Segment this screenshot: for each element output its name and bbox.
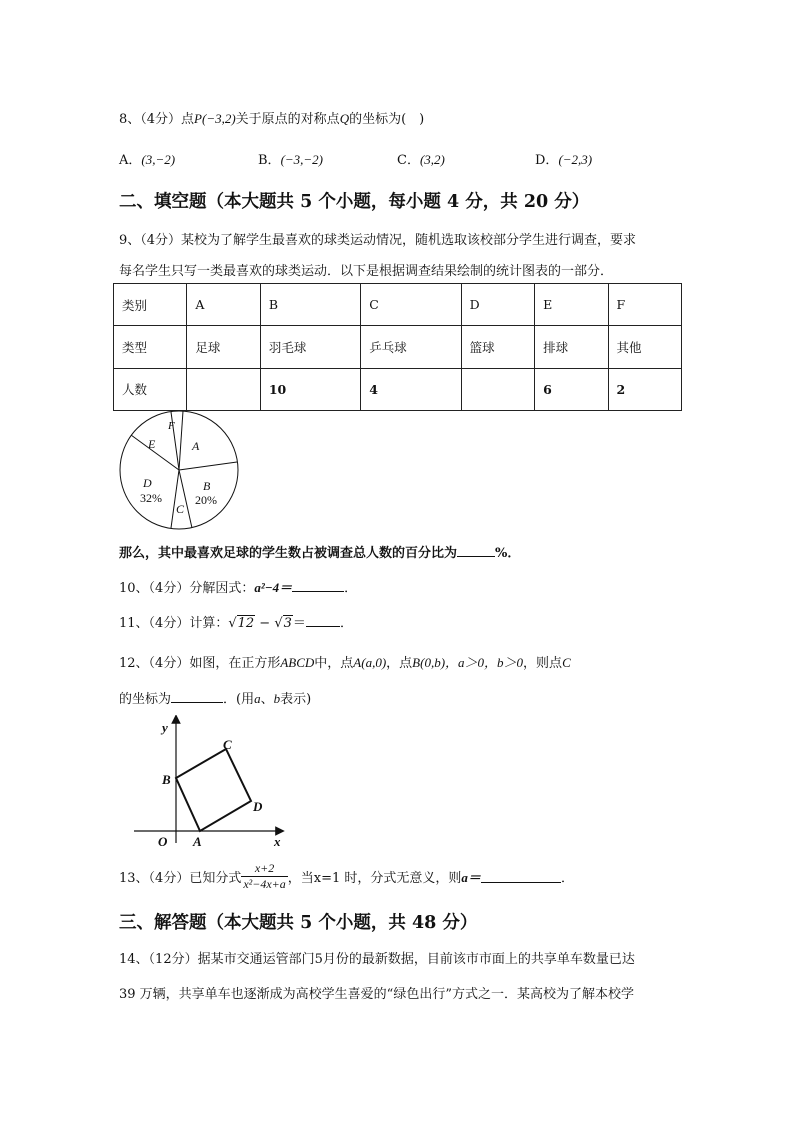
pie-label-a: A bbox=[192, 439, 200, 453]
answer-blank[interactable] bbox=[457, 544, 495, 557]
q13-end: ． bbox=[560, 871, 574, 886]
q8-option-c[interactable] bbox=[397, 149, 445, 168]
table-cell: E bbox=[535, 284, 608, 326]
label-d: D bbox=[253, 799, 263, 814]
table-cell: 类别 bbox=[114, 284, 187, 326]
q8-option-a[interactable] bbox=[119, 149, 175, 168]
table-cell: B bbox=[260, 284, 360, 326]
q8-point-q: Q bbox=[339, 111, 350, 126]
table-cell: 10 bbox=[260, 368, 360, 410]
q8-point-p: P(−3,2) bbox=[194, 111, 236, 126]
option-label: C． bbox=[397, 153, 420, 168]
q10-text: 10、（4分）分解因式： bbox=[119, 581, 255, 596]
q12-text: ，则点 bbox=[523, 656, 563, 671]
answer-blank[interactable] bbox=[171, 690, 223, 703]
pie-pct-d: 32% bbox=[140, 491, 162, 505]
q12-text: ．(用 bbox=[223, 692, 255, 707]
label-c: C bbox=[223, 737, 232, 752]
q11-radicand-2: 3 bbox=[283, 616, 292, 631]
table-cell bbox=[461, 368, 534, 410]
q12-text: 12、（4分）如图，在正方形 bbox=[119, 656, 281, 671]
option-value: (−2,3) bbox=[558, 152, 593, 167]
q13-denominator: x²−4x+a bbox=[243, 877, 286, 891]
table-cell: 羽毛球 bbox=[260, 326, 360, 368]
q8-mid: 关于原点的对称点 bbox=[235, 112, 340, 127]
table-cell: 6 bbox=[535, 368, 608, 410]
q12-point-a: A(a,0) bbox=[353, 655, 387, 670]
q11-text: 11、（4分）计算： bbox=[119, 616, 229, 631]
table-cell: D bbox=[461, 284, 534, 326]
q12-conditions: ，a＞0，b＞0 bbox=[445, 655, 524, 670]
q9-question-text: 那么，其中最喜欢足球的学生数占被调查总人数的百分比为 bbox=[119, 546, 458, 561]
q14-line-2: 39 万辆，共享单车也逐渐成为高校学生喜爱的“绿色出行”方式之一．某高校为了解本校学 bbox=[119, 987, 634, 1002]
square-figure bbox=[130, 715, 300, 855]
square-abcd bbox=[176, 749, 251, 831]
table-cell: 2 bbox=[608, 368, 682, 410]
table-cell: 足球 bbox=[187, 326, 260, 368]
table-cell: 人数 bbox=[114, 368, 187, 410]
q8-option-d[interactable] bbox=[535, 149, 592, 168]
option-label: B． bbox=[258, 153, 281, 168]
option-value: (−3,−2) bbox=[280, 152, 324, 167]
q14-line-1: 14、（12分）据某市交通运管部门5月份的最新数据，目前该市市面上的共享单车数量已达 bbox=[119, 952, 635, 967]
label-x: x bbox=[274, 834, 281, 849]
answer-blank[interactable] bbox=[292, 579, 344, 592]
q12-text: 的坐标为 bbox=[119, 692, 172, 707]
pie-label-b: B bbox=[203, 479, 211, 493]
pie-divider bbox=[171, 470, 179, 528]
table-cell bbox=[187, 368, 260, 410]
table-cell: F bbox=[608, 284, 682, 326]
stats-table bbox=[113, 283, 682, 411]
q12-var-a: a bbox=[254, 691, 261, 706]
table-cell: 排球 bbox=[535, 326, 608, 368]
label-o: O bbox=[158, 834, 168, 849]
q12-line-1 bbox=[119, 652, 571, 671]
sqrt-sign: √ bbox=[228, 616, 237, 631]
q12-square-name: ABCD bbox=[280, 655, 315, 670]
sqrt-sign: √ bbox=[274, 616, 283, 631]
pie-divider bbox=[179, 411, 183, 470]
pie-label-f: F bbox=[168, 420, 175, 432]
q11: 11、（4分）计算：√12 − √3＝ ． bbox=[119, 616, 353, 631]
pie-pct-b: 20% bbox=[195, 493, 217, 507]
q12-text: 、 bbox=[260, 692, 274, 707]
pie-divider bbox=[179, 462, 237, 470]
pie-label-e: E bbox=[148, 437, 156, 451]
table-cell: 其他 bbox=[608, 326, 682, 368]
table-row bbox=[114, 368, 682, 410]
pie-label-d: D bbox=[143, 476, 152, 490]
label-y: y bbox=[162, 720, 168, 735]
q13-fraction bbox=[241, 861, 287, 892]
table-cell: 乒乓球 bbox=[361, 326, 461, 368]
answer-blank[interactable] bbox=[306, 614, 340, 627]
q8-number: 8、（4分）点 bbox=[119, 112, 195, 127]
option-value: (3,−2) bbox=[141, 152, 176, 167]
table-row bbox=[114, 326, 682, 368]
q13-text: 13、（4分）已知分式 bbox=[119, 871, 242, 886]
q12-line-2 bbox=[119, 688, 311, 707]
q9-line-2: 每名学生只写一类最喜欢的球类运动．以下是根据调查结果绘制的统计图表的一部分． bbox=[119, 264, 614, 279]
q11-end: ． bbox=[339, 616, 353, 631]
option-label: A． bbox=[119, 153, 142, 168]
q11-equals: ＝ bbox=[292, 616, 306, 631]
q9-question bbox=[119, 542, 520, 561]
q9-unit: %． bbox=[495, 546, 521, 561]
table-cell: 4 bbox=[361, 368, 461, 410]
table-cell: A bbox=[187, 284, 260, 326]
label-b: B bbox=[162, 772, 171, 787]
section-3-heading: 三、解答题（本大题共 5 个小题，共 48 分） bbox=[119, 913, 478, 933]
label-a: A bbox=[193, 834, 202, 849]
q10-expression: a²−4＝ bbox=[254, 580, 293, 595]
q13-numerator: x+2 bbox=[241, 861, 287, 877]
q10-end: ． bbox=[344, 581, 358, 596]
table-cell: 篮球 bbox=[461, 326, 534, 368]
table-cell: C bbox=[361, 284, 461, 326]
q13-var: a＝ bbox=[461, 870, 481, 885]
q10 bbox=[119, 577, 357, 596]
q12-text: ，点 bbox=[386, 656, 413, 671]
q12-text: 表示) bbox=[280, 692, 312, 707]
table-row bbox=[114, 284, 682, 326]
q12-text: 中，点 bbox=[314, 656, 354, 671]
q13 bbox=[119, 861, 574, 892]
pie-chart bbox=[115, 410, 245, 540]
q11-radicand-1: 12 bbox=[237, 616, 255, 631]
option-value: (3,2) bbox=[419, 152, 445, 167]
q8-option-b[interactable] bbox=[258, 149, 323, 168]
section-2-heading: 二、填空题（本大题共 5 个小题，每小题 4 分，共 20 分） bbox=[119, 192, 590, 212]
q12-point-c: C bbox=[562, 655, 571, 670]
q12-var-b: b bbox=[273, 691, 281, 706]
q8-tail: 的坐标为( ) bbox=[349, 112, 425, 127]
pie-divider bbox=[179, 470, 192, 528]
q8-stem bbox=[119, 108, 424, 127]
q12-point-b: B(0,b) bbox=[412, 655, 446, 670]
q9-line-1: 9、（4分）某校为了解学生最喜欢的球类运动情况，随机选取该校部分学生进行调查，要求 bbox=[119, 233, 637, 248]
answer-blank[interactable] bbox=[481, 870, 561, 883]
pie-label-c: C bbox=[176, 502, 185, 516]
option-label: D． bbox=[535, 153, 559, 168]
q13-text: ，当x=1 时，分式无意义，则 bbox=[287, 871, 462, 886]
table-cell: 类型 bbox=[114, 326, 187, 368]
